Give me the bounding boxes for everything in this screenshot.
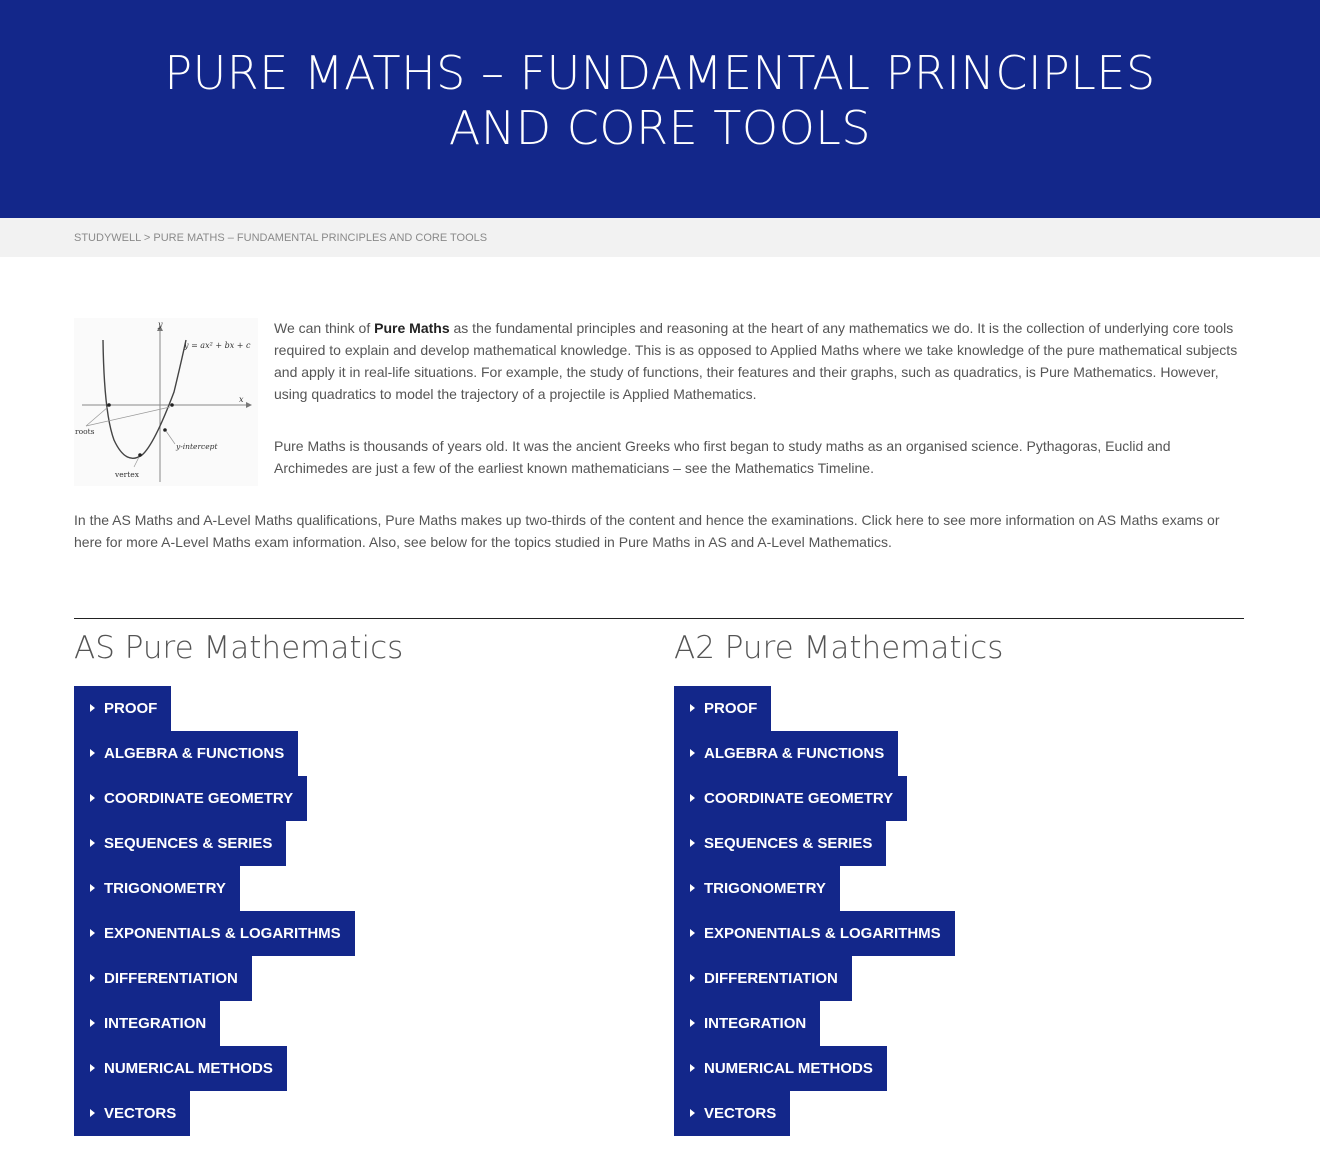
a2-topic-coordinate-geometry[interactable]: COORDINATE GEOMETRY — [674, 776, 907, 821]
as-topic-vectors[interactable]: VECTORS — [74, 1091, 190, 1136]
caret-right-icon — [690, 749, 695, 757]
a2-pure-mathematics-heading: A2 Pure Mathematics — [674, 630, 1004, 666]
caret-right-icon — [90, 794, 95, 802]
caret-right-icon — [690, 1019, 695, 1027]
caret-right-icon — [690, 794, 695, 802]
intro-paragraph-2: Pure Maths is thousands of years old. It was the ancient Greeks who first began to study maths as an organised science. Pythagoras, Euclid and Archimedes are just a few of the earliest known mathematicians – see the Mathematics Timeline. — [274, 438, 1171, 476]
caret-right-icon — [90, 839, 95, 847]
caret-right-icon — [690, 704, 695, 712]
as-topic-proof[interactable]: PROOF — [74, 686, 171, 731]
breadcrumb-separator: > — [140, 232, 154, 244]
equation-label: y = ax² + bx + c — [184, 341, 251, 350]
mathematics-timeline-link[interactable]: Mathematics Timeline — [734, 460, 871, 476]
caret-right-icon — [690, 839, 695, 847]
y-intercept-label: y-intercept — [176, 442, 218, 451]
breadcrumb-current: PURE MATHS – FUNDAMENTAL PRINCIPLES AND CORE TOOLS — [153, 232, 488, 244]
a2-topic-numerical-methods[interactable]: NUMERICAL METHODS — [674, 1046, 887, 1091]
a-level-exams-link[interactable]: here — [74, 534, 103, 550]
as-topic-coordinate-geometry[interactable]: COORDINATE GEOMETRY — [74, 776, 307, 821]
page-hero — [0, 0, 1320, 218]
pure-maths-bold: Pure Maths — [374, 320, 450, 336]
breadcrumb-bar — [0, 218, 1320, 257]
caret-right-icon — [90, 1109, 95, 1117]
a2-topic-algebra-functions[interactable]: ALGEBRA & FUNCTIONS — [674, 731, 898, 776]
as-topic-list — [74, 686, 355, 1136]
a2-topic-integration[interactable]: INTEGRATION — [674, 1001, 820, 1046]
breadcrumb — [74, 232, 487, 244]
page-title: PURE MATHS – FUNDAMENTAL PRINCIPLES AND CORE TOOLS — [164, 46, 1156, 155]
vertex-label: vertex — [115, 470, 139, 479]
caret-right-icon — [90, 929, 95, 937]
caret-right-icon — [690, 1064, 695, 1072]
as-topic-trigonometry[interactable]: TRIGONOMETRY — [74, 866, 240, 911]
caret-right-icon — [690, 1109, 695, 1117]
x-axis-label: x — [239, 395, 244, 404]
a2-topic-exponentials-logarithms[interactable]: EXPONENTIALS & LOGARITHMS — [674, 911, 955, 956]
caret-right-icon — [90, 749, 95, 757]
a2-topic-trigonometry[interactable]: TRIGONOMETRY — [674, 866, 840, 911]
as-topic-integration[interactable]: INTEGRATION — [74, 1001, 220, 1046]
as-topic-numerical-methods[interactable]: NUMERICAL METHODS — [74, 1046, 287, 1091]
quadratic-graph-image — [74, 318, 258, 486]
as-topic-algebra-functions[interactable]: ALGEBRA & FUNCTIONS — [74, 731, 298, 776]
caret-right-icon — [90, 1019, 95, 1027]
as-topic-exponentials-logarithms[interactable]: EXPONENTIALS & LOGARITHMS — [74, 911, 355, 956]
as-pure-mathematics-heading: AS Pure Mathematics — [74, 630, 404, 666]
as-topic-sequences-series[interactable]: SEQUENCES & SERIES — [74, 821, 286, 866]
caret-right-icon — [90, 704, 95, 712]
as-exams-link[interactable]: here — [895, 512, 924, 528]
caret-right-icon — [90, 1064, 95, 1072]
intro-paragraph-3: In the AS Maths and A-Level Maths qualifications, Pure Maths makes up two-thirds of the content and hence the examinations. Click here to see more information on AS Maths exams or here for more A-Level Maths exam information. Also, see below for the topics studied in Pure Maths in AS and A-Level Mathematics. — [74, 512, 1220, 550]
caret-right-icon — [690, 929, 695, 937]
y-axis-label: y — [158, 320, 163, 329]
breadcrumb-home-link[interactable]: STUDYWELL — [74, 232, 141, 244]
a2-topic-sequences-series[interactable]: SEQUENCES & SERIES — [674, 821, 886, 866]
roots-label: roots — [75, 427, 95, 436]
a2-topic-list — [674, 686, 955, 1136]
caret-right-icon — [690, 884, 695, 892]
a2-topic-vectors[interactable]: VECTORS — [674, 1091, 790, 1136]
section-divider — [74, 618, 1244, 619]
a2-topic-proof[interactable]: PROOF — [674, 686, 771, 731]
caret-right-icon — [90, 974, 95, 982]
a2-topic-differentiation[interactable]: DIFFERENTIATION — [674, 956, 852, 1001]
caret-right-icon — [90, 884, 95, 892]
caret-right-icon — [690, 974, 695, 982]
as-topic-differentiation[interactable]: DIFFERENTIATION — [74, 956, 252, 1001]
intro-paragraph-1: We can think of Pure Maths as the fundamental principles and reasoning at the heart of any mathematics we do. It is the collection of underlying core tools required to explain and develop mathematical knowledge. This is as opposed to Applied Maths where we take knowledge of the pure mathematical subjects and apply it in real-life situations. For example, the study of functions, their features and their graphs, such as quadratics, is Pure Mathematics. However, using quadratics to model the trajectory of a projectile is Applied Mathematics. — [274, 320, 1238, 402]
